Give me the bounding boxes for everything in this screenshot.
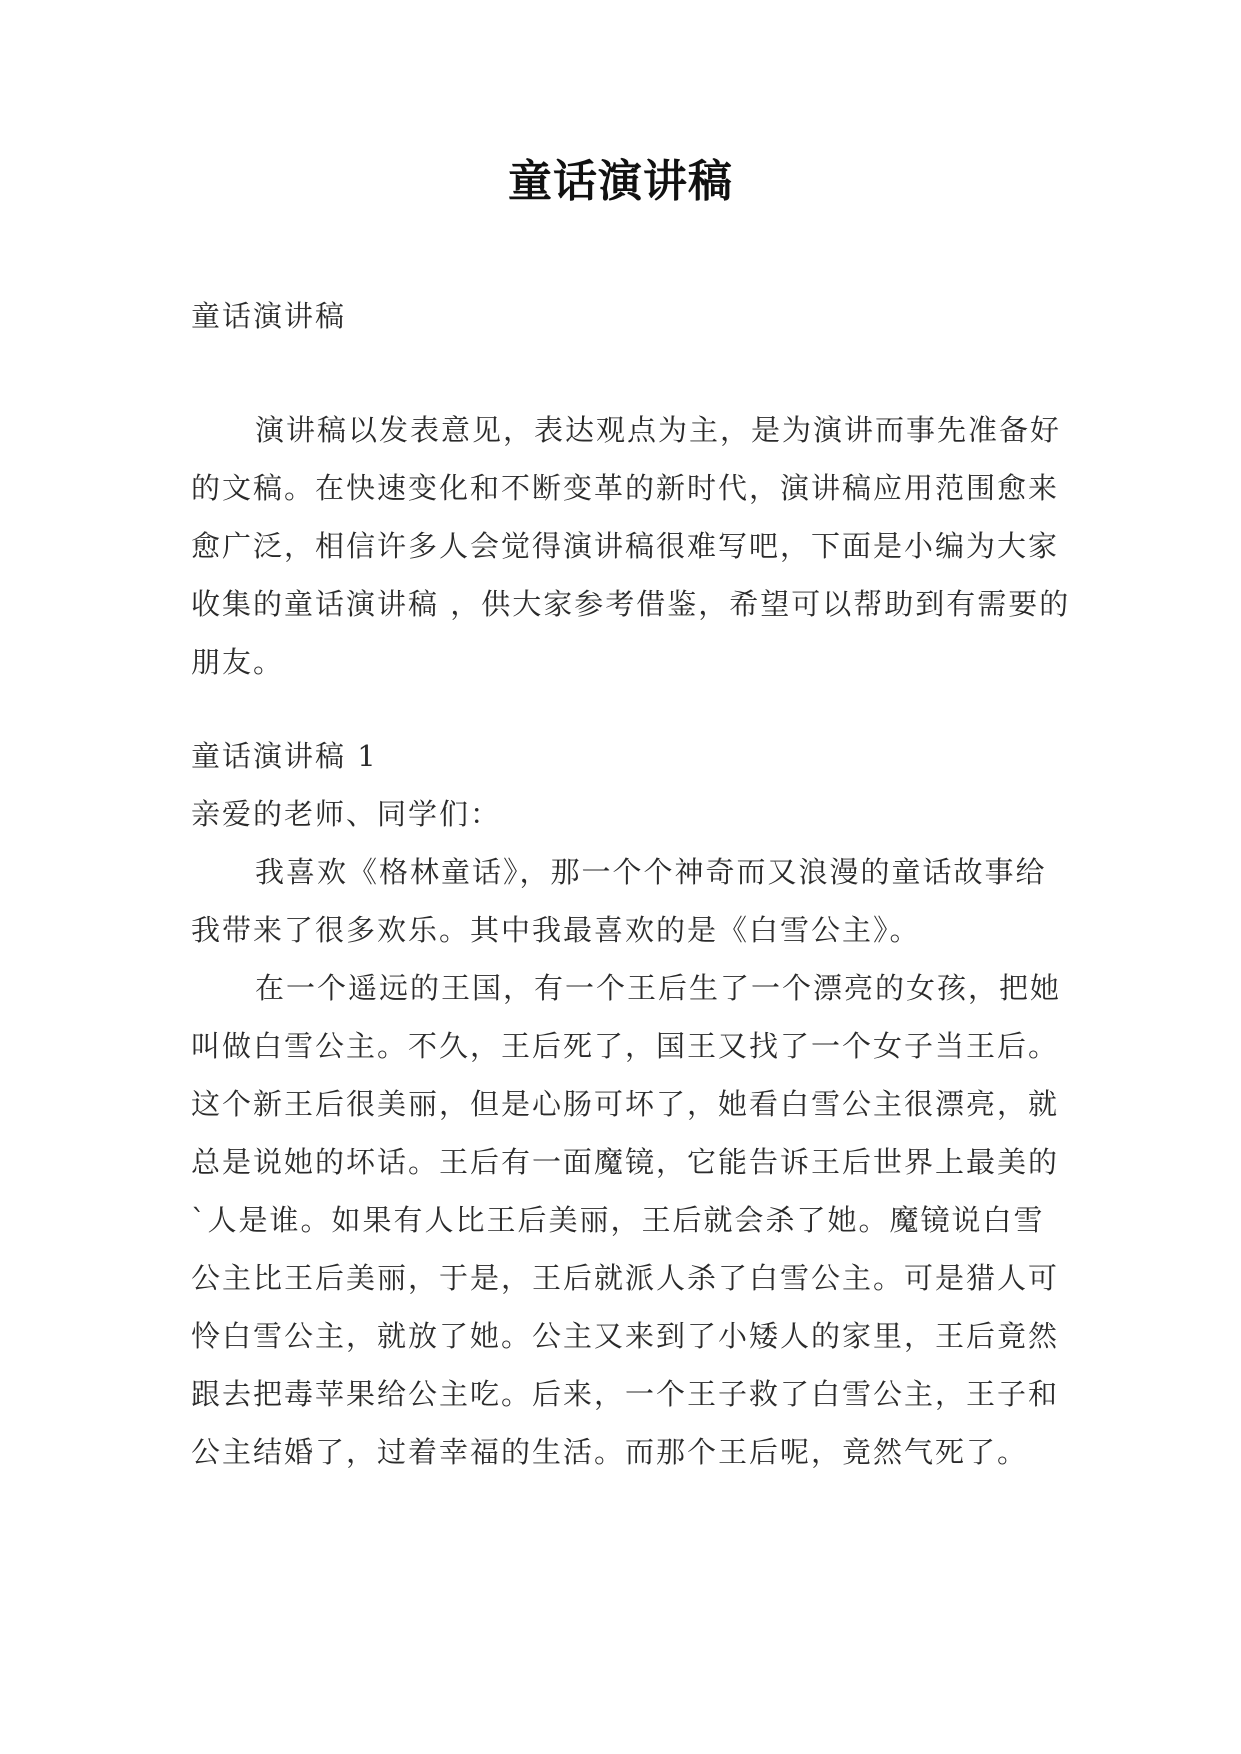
document-title: 童话演讲稿 — [508, 156, 733, 207]
section-1 — [191, 727, 1071, 1481]
document-subtitle: 童话演讲稿 — [191, 299, 347, 333]
intro-block — [191, 401, 1071, 691]
section-1-paragraph-1: 我喜欢《格林童话》，那一个个神奇而又浪漫的童话故事给我带来了很多欢乐。其中我最喜欢的是《白雪公主》。 — [191, 855, 1047, 947]
section-1-heading: 童话演讲稿 1 — [191, 739, 378, 773]
intro-paragraph: 演讲稿以发表意见，表达观点为主，是为演讲而事先准备好的文稿。在快速变化和不断变革的新时代，演讲稿应用范围愈来愈广泛，相信许多人会觉得演讲稿很难写吧，下面是小编为大家收集的童话演讲稿 ，供大家参考借鉴，希望可以帮助到有需要的朋友。 — [191, 413, 1071, 679]
section-1-salutation: 亲爱的老师、同学们： — [191, 797, 502, 831]
document-subtitle-block — [191, 287, 1071, 345]
section-1-paragraph-2: 在一个遥远的王国，有一个王后生了一个漂亮的女孩，把她叫做白雪公主。不久，王后死了，国王又找了一个女子当王后。这个新王后很美丽，但是心肠可坏了，她看白雪公主很漂亮，就总是说她的坏话。王后有一面魔镜，它能告诉王后世界上最美的`人是谁。如果有人比王后美丽，王后就会杀了她。魔镜说白雪公主比王后美丽，于是，王后就派人杀了白雪公主。可是猎人可怜白雪公主，就放了她。公主又来到了小矮人的家里，王后竟然跟去把毒苹果给公主吃。后来，一个王子救了白雪公主，王子和公主结婚了，过着幸福的生活。而那个王后呢，竟然气死了。 — [191, 971, 1062, 1469]
